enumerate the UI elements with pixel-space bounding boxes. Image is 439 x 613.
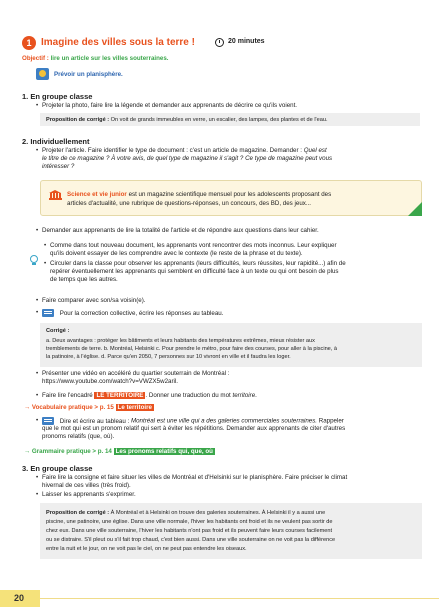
prevoir-text: Prévoir un planisphère. bbox=[54, 71, 123, 78]
footer-rule bbox=[40, 598, 439, 599]
activity-title: Imagine des villes sous la terre ! bbox=[41, 37, 195, 48]
objectif-text: lire un article sur les villes souterraines. bbox=[50, 55, 169, 62]
section-2-title: 2. Individuellement bbox=[22, 137, 90, 146]
globe-icon bbox=[36, 68, 49, 80]
objectif-line bbox=[22, 55, 169, 63]
tip-2-line-2: repérer éventuellement les apprenants qui semblent en difficulté face à un texte ou qui ont besoin de plus bbox=[50, 268, 339, 275]
s3-bullet-1-line-2: hivernal de ces villes (très froid). bbox=[42, 482, 131, 489]
tip-1-line-2: qu'ils doivent essayer de les comprendre avec le contexte (le reste de la phrase et du texte). bbox=[50, 250, 303, 257]
section-3-title: 3. En groupe classe bbox=[22, 464, 93, 473]
stopwatch-icon bbox=[215, 38, 224, 47]
lightbulb-icon bbox=[30, 255, 38, 265]
s2-bullet-7: • Dire et écrire au tableau : Montréal est une ville qui a des galeries commerciales souterraines. Rappeler bbox=[42, 417, 344, 426]
info-line-2: articles d'actualité, une rubrique de questions-réponses, un concours, des BD, des jeux... bbox=[67, 200, 312, 207]
s2-corrige-line-3: la patinoire, à l'église. d. Parce qu'en 2050, 7 personnes sur 10 vivront en ville et il faudra les loger. bbox=[46, 354, 291, 360]
s3-bullet-1: • Faire lire la consigne et faire situer les villes de Montréal et d'Helsinki sur le planisphère. Faire préciser le climat bbox=[42, 474, 347, 482]
s3-corrige-line-4: ou se distraire. S'il pleut ou s'il fait trop chaud, c'est bien aussi. Dans une ville souterraine on ne voit pas la différence bbox=[46, 537, 336, 543]
vocabulaire-ref[interactable]: → Vocabulaire pratique > p. 15 Le territoire bbox=[24, 404, 152, 411]
s2-bullet-7-line-2: que le mot qui est un pronom relatif qui sert à éviter les répétitions. Demander aux apprenants de citer d'autres bbox=[42, 425, 346, 432]
info-box bbox=[40, 180, 422, 216]
s2-bullet-2: • Demander aux apprenants de lire la totalité de l'article et de répondre aux questions dans leur cahier. bbox=[42, 227, 319, 235]
s2-bullet-7-line-3: pronoms relatifs (que, où). bbox=[42, 433, 115, 440]
page-number: 20 bbox=[14, 593, 25, 603]
board-icon bbox=[42, 417, 54, 425]
s3-corrige-box bbox=[40, 503, 422, 559]
monument-icon bbox=[49, 190, 62, 200]
activity-number-badge: 1 bbox=[22, 36, 36, 50]
s3-corrige-line-2: piscine, une patinoire, une église. Dans une ville normale, l'hiver les habitants ont froid et ils ne veulent pas sortir de bbox=[46, 519, 333, 525]
board-icon bbox=[42, 309, 54, 317]
tip-2-line-3: de temps que les autres. bbox=[50, 276, 118, 283]
s2-bullet-5: • Présenter une vidéo en accéléré du quartier souterrain de Montréal : bbox=[42, 370, 229, 378]
s2-bullet-1: • Projeter l'article. Faire identifier le type de document : c'est un article de magazine. Demander : Quel est bbox=[42, 147, 327, 155]
s3-corrige-line-1: Proposition de corrigé : À Montréal et à Helsinki on trouve des galeries souterraines. À Helsinki il y a aussi une bbox=[46, 510, 326, 516]
s1-corrige-label: Proposition de corrigé : bbox=[46, 117, 110, 123]
tip-1-line-1: • Comme dans tout nouveau document, les apprenants vont rencontrer des mots inconnus. Leur expliquer bbox=[50, 242, 337, 250]
s2-bullet-6: • Faire lire l'encadré LE TERRITOIRE . Donner une traduction du mot territoire. bbox=[42, 392, 257, 400]
s2-bullet-1-line-3: intéresser ? bbox=[42, 163, 75, 170]
objectif-label: Objectif : bbox=[22, 55, 49, 62]
info-line-1: est un magazine scientifique mensuel pour les adolescents proposant des bbox=[128, 191, 332, 198]
video-url[interactable]: https://www.youtube.com/watch?v=VWZX5w2aril. bbox=[42, 378, 179, 385]
duration: 20 minutes bbox=[228, 38, 265, 45]
s2-bullet-1-line-2: le titre de ce magazine ? À votre avis, de quel type de magazine il s'agit ? Ce type de magazine peut vous bbox=[42, 155, 333, 162]
s2-corrige-line-1: a. Deux avantages : protéger les bâtiments et leurs habitants des températures extrêmes, mieux résister aux bbox=[46, 338, 315, 344]
s2-corrige-box bbox=[40, 323, 422, 367]
s2-corrige-label: Corrigé : bbox=[46, 328, 70, 334]
s3-corrige-line-5: entre la nuit et le jour, on ne voit pas le ciel, on ne peut pas entendre les oiseaux. bbox=[46, 546, 247, 552]
grammaire-ref[interactable]: → Grammaire pratique > p. 14 Les pronoms relatifs qui, que, où bbox=[24, 448, 213, 455]
s2-corrige-line-2: tremblements de terre. b. Montréal, Helsinki c. Pour prendre le métro, pour faire des courses, pour aller à la piscine, à bbox=[46, 346, 338, 352]
page-number-tab bbox=[0, 590, 40, 607]
info-magazine-name: Science et vie junior bbox=[67, 191, 127, 198]
s1-bullet-1: • Projeter la photo, faire lire la légende et demander aux apprenants de décrire ce qu'ils voient. bbox=[42, 102, 422, 110]
tip-2-line-1: • Circuler dans la classe pour observer les apprenants (leurs difficultés, leurs réussites, leur rapidité...) afin de bbox=[50, 260, 346, 268]
s3-bullet-2: • Laisser les apprenants s'exprimer. bbox=[42, 491, 136, 499]
s2-bullet-4: • Pour la correction collective, écrire les réponses au tableau. bbox=[42, 309, 223, 318]
s1-corrige-text: On voit de grands immeubles en verre, un escalier, des lampes, des plantes et de l'eau. bbox=[110, 117, 328, 123]
encadre-pill: LE TERRITOIRE bbox=[96, 392, 144, 399]
s1-corrige-box bbox=[40, 113, 420, 126]
s3-corrige-line-3: chez eux. Dans une ville souterraine, l'hiver les habitants n'ont pas froid et ils peuvent faire leurs courses facilement bbox=[46, 528, 333, 534]
s2-bullet-3: • Faire comparer avec son/sa voisin(e). bbox=[42, 297, 146, 305]
section-1-title: 1. En groupe classe bbox=[22, 92, 93, 101]
corner-fold bbox=[408, 202, 422, 216]
